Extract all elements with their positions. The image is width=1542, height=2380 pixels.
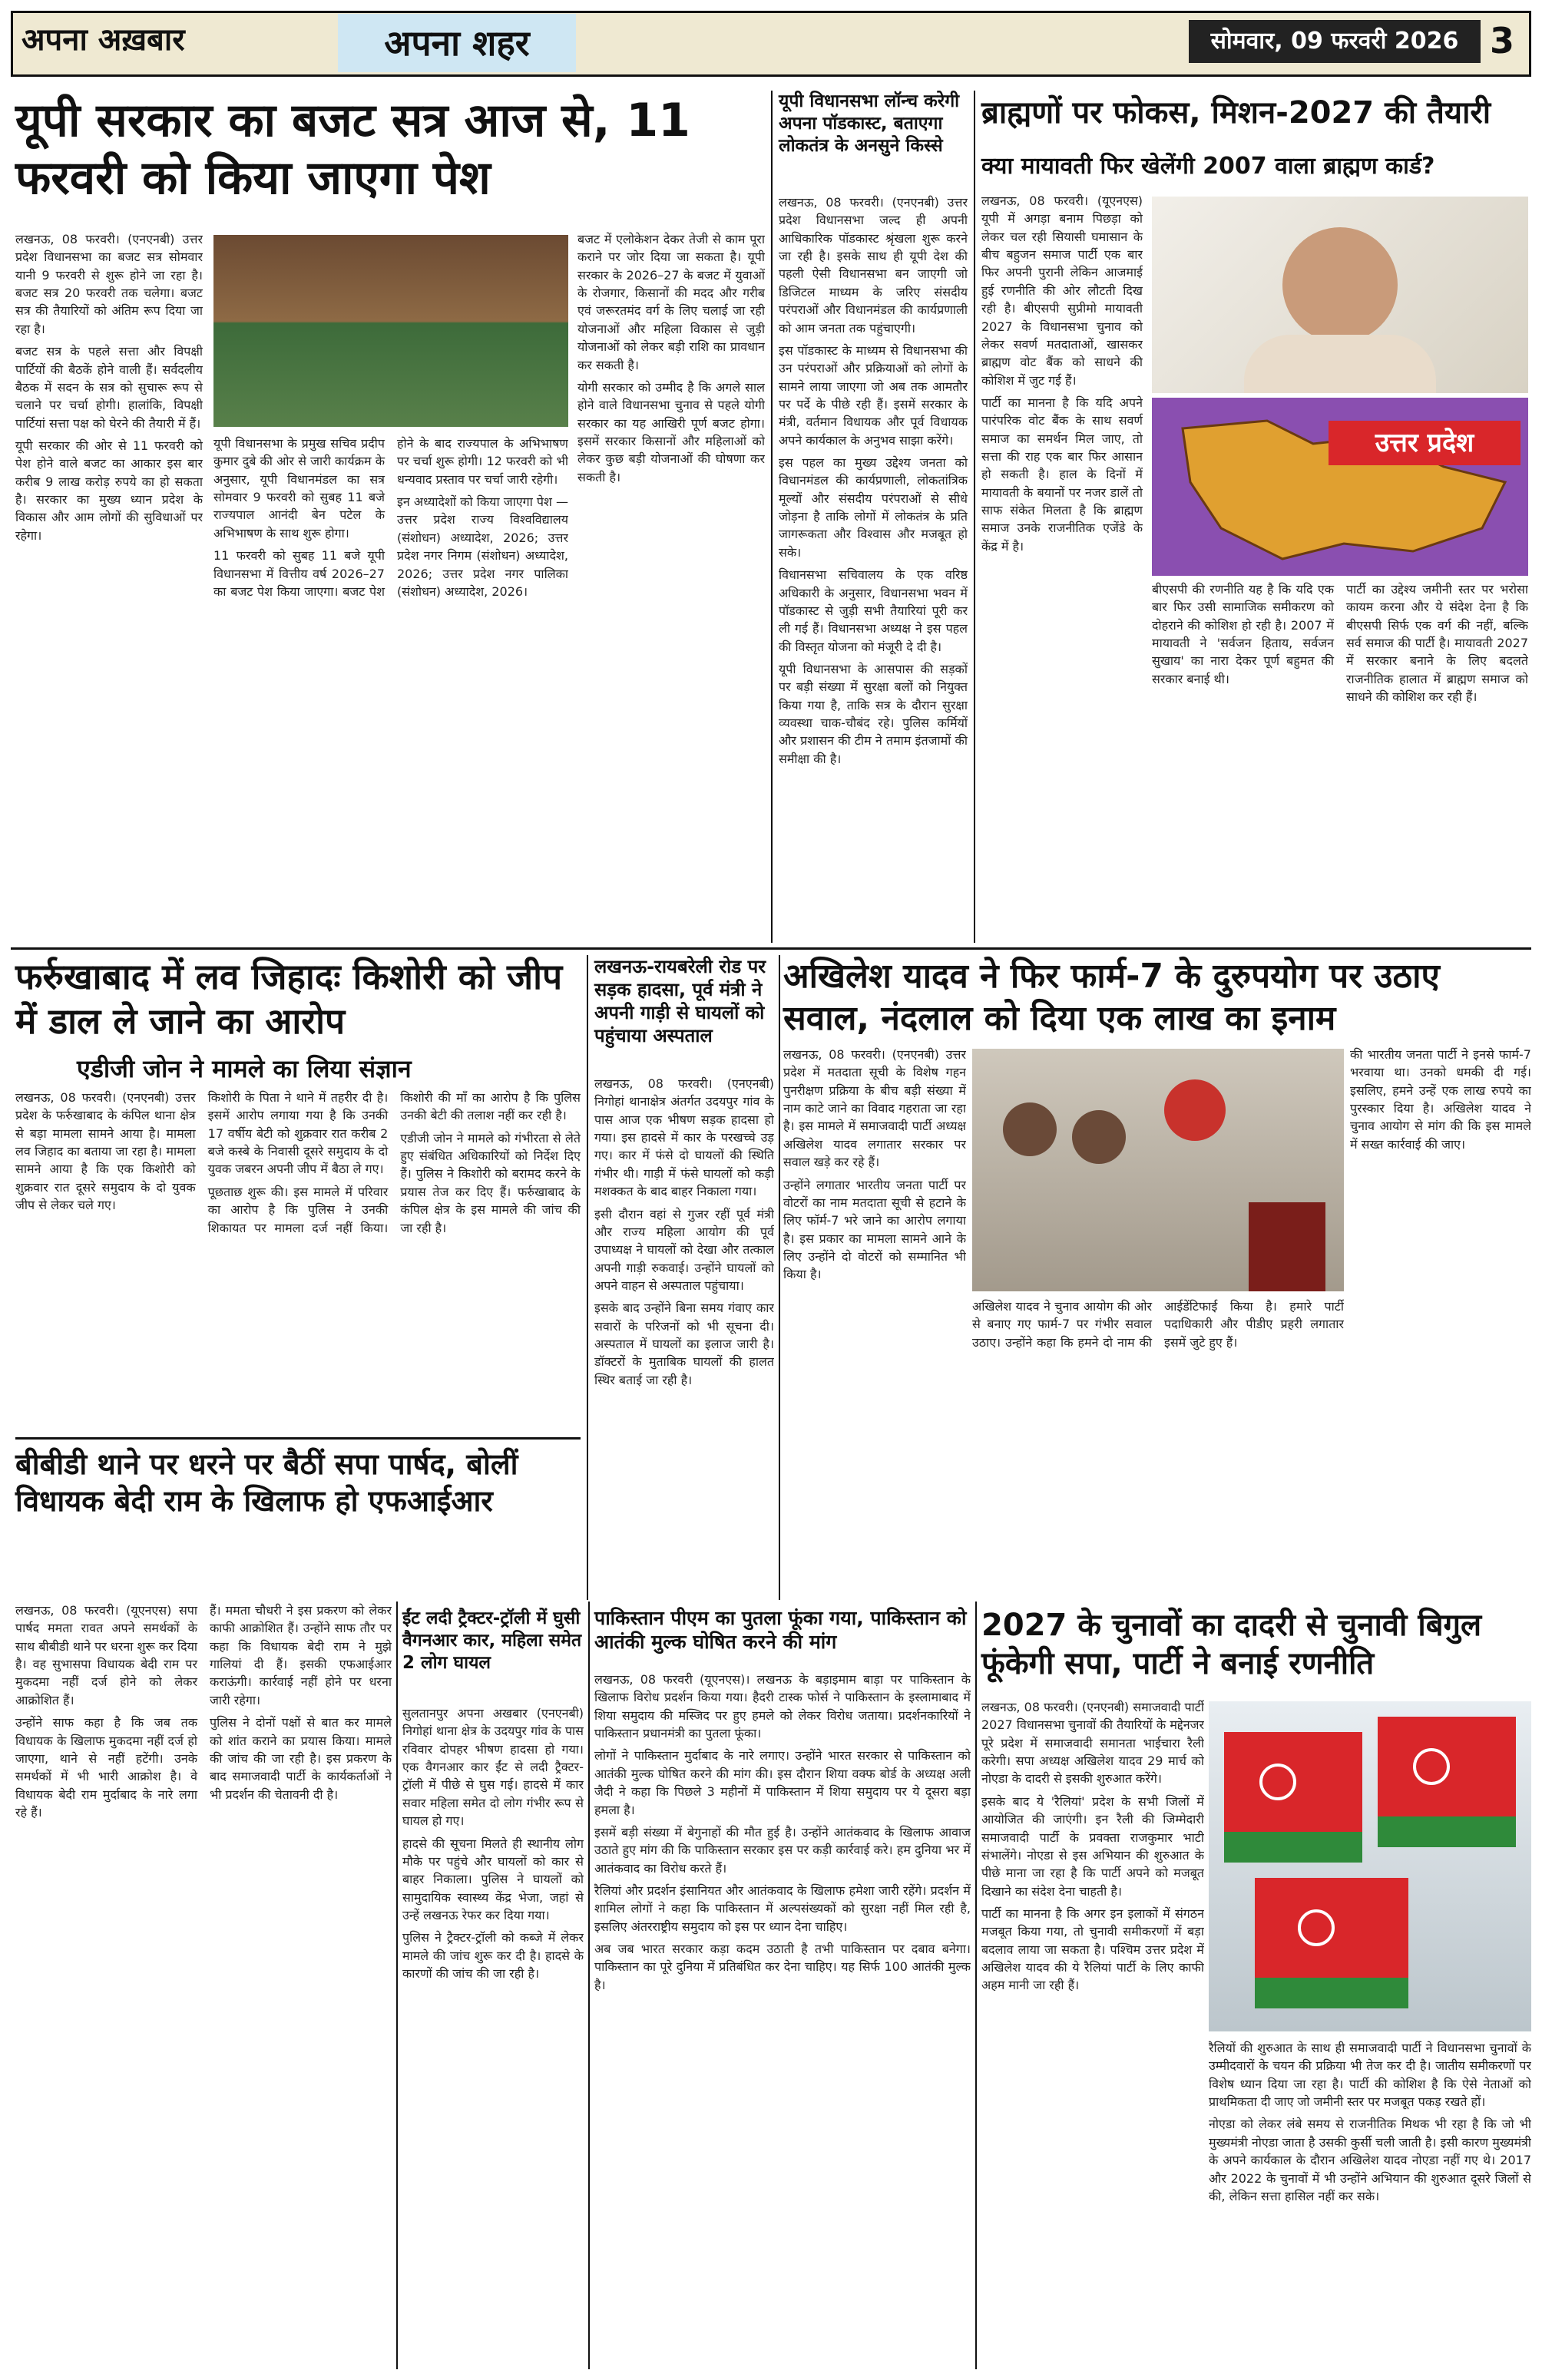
article-farrukhabad-body: लखनऊ, 08 फरवरी। (एनएनबी) उत्तर प्रदेश के फर्रुखाबाद के कंपिल थाना क्षेत्र से बड़ा मामला सामने आया है। मामला लव जिहाद का बताया जा रहा है। मामला सामने आया है कि एक किशोरी को शुक्रवार रात दूसरे समुदाय के दो युवक जीप से लेकर चले गए। किशोरी के पिता ने थाने में तहरीर दी है। इसमें आरोप लगाया गया है कि उनकी 17 वर्षीय बेटी को शुक्रवार रात करीब 2 बजे कस्बे के निवासी दूसरे समुदाय के दो युवक जबरन अपनी जीप में बैठा ले गए। पूछताछ शुरू की। इस मामले में परिवार का आरोप है कि पुलिस ने उनकी शिकायत पर मामला दर्ज नहीं किया। किशोरी की माँ का आरोप है कि पुलिस उनकी बेटी की तलाश नहीं कर रही है। एडीजी जोन ने मामले को गंभीरता से लेते हुए संबंधित अधिकारियों को निर्देश दिए हैं। पुलिस ने किशोरी को बरामद करने के प्रयास तेज कर दिए हैं। फर्रुखाबाद के कंपिल क्षेत्र के इस मामले की जांच की जा रही है।	[15, 1090, 581, 1235]
person-2	[1072, 1110, 1126, 1164]
akhilesh-cap	[1164, 1079, 1226, 1141]
article-pakistan-body: लखनऊ, 08 फरवरी (यूएनएस)। लखनऊ के बड़ाइमाम बाड़ा पर पाकिस्तान के खिलाफ विरोध प्रदर्शन किया गया। हैदरी टास्क फोर्स ने पाकिस्तान के इस्लामाबाद में शिया समुदाय की मस्जिद पर हुए हमले को लेकर विरोध जताया। प्रदर्शनकारियों ने पाकिस्तान प्रधानमंत्री का पुतला फूंका। लोगों ने पाकिस्तान मुर्दाबाद के नारे लगाए। उन्होंने भारत सरकार से पाकिस्तान को आतंकी मुल्क घोषित करने की मांग की। इस दौरान शिया वक्फ बोर्ड के अध्यक्ष अली जैदी ने कहा कि पिछले 3 महीनों में पाकिस्तान में शिया समुदाय पर ये दूसरा बड़ा हमला है। इसमें बड़ी संख्या में बेगुनाहों की मौत हुई है। उन्होंने आतंकवाद के खिलाफ आवाज उठाते हुए मांग की कि पाकिस्तान सरकार इस पर कड़ी कार्रवाई करे। हम दुनिया भर में आतंकवाद का विरोध करते हैं। रैलियां और प्रदर्शन इंसानियत और आतंकवाद के खिलाफ हमेशा जारी रहेंगे। प्रदर्शन में शामिल लोगों ने कहा कि पाकिस्तान में अल्पसंख्यकों को सुरक्षा नहीं मिल रही है, इसलिए अंतरराष्ट्रीय समुदाय को इस पर ध्यान देना चाहिए। अब जब भारत सरकार कड़ा कदम उठाती है तभी पाकिस्तान पर दबाव बनेगा। पाकिस्तान का पूरे दुनिया में प्रतिबंधित कर देना चाहिए। यह सिर्फ 100 आतंकी मुल्क है।	[594, 1672, 971, 1992]
up-map-graphic	[1152, 398, 1528, 576]
article-budget-col1: लखनऊ, 08 फरवरी। (एनएनबी) उत्तर प्रदेश विधानसभा का बजट सत्र सोमवार यानी 9 फरवरी से शुरू होने जा रहा है। बजट सत्र 20 फरवरी तक चलेगा। बजट सत्र की तैयारियों को अंतिम रूप दिया जा रहा है। बजट सत्र के पहले सत्ता और विपक्षी पार्टियों की बैठकें होने वाली हैं। सर्वदलीय बैठक में सदन के सत्र को सुचारू रूप से चलाने पर चर्चा होगी। हालांकि, विपक्षी पार्टियां सत्ता पक्ष को घेरने की तैयारी में हैं। यूपी सरकार की ओर से 11 फरवरी को पेश होने वाले बजट का आकार इस बार करीब 9 लाख करोड़ रुपये का हो सकता है। सरकार का मुख्य ध्यान प्रदेश के विकास और आम लोगों की सुविधाओं पर रहेगा।	[15, 232, 203, 543]
issue-date: सोमवार, 09 फरवरी 2026	[1189, 20, 1481, 63]
article-akhilesh-col2: अखिलेश यादव ने चुनाव आयोग की ओर से बनाए गए फार्म-7 पर गंभीर सवाल उठाए। उन्होंने कहा कि हमने दो नाम की आईडेंटिफाई किया है। हमारे पार्टी पदाधिकारी और पीडीए प्रहरी लगातार इसमें जुटे हुए हैं।	[972, 1299, 1344, 1350]
article-farrukhabad-subhead: एडीजी जोन ने मामले का लिया संज्ञान	[77, 1054, 412, 1083]
section-divider	[15, 1437, 581, 1440]
article-podcast-headline: यूपी विधानसभा लॉन्च करेगी अपना पॉडकास्ट, बताएगा लोकतंत्र के अनसुने किस्से	[779, 91, 960, 156]
article-tractor-body: सुलतानपुर अपना अखबार (एनएनबी) निगोहां थाना क्षेत्र के उदयपुर गांव के पास रविवार दोपहर भीषण हादसा हो गया। एक वैगनआर कार ईंट से लदी ट्रैक्टर-ट्रॉली में पीछे से घुस गई। हादसे में कार सवार महिला समेत दो लोग गंभीर रूप से घायल हो गए। हादसे की सूचना मिलते ही स्थानीय लोग मौके पर पहुंचे और घायलों को कार से बाहर निकाला। पुलिस ने घायलों को सामुदायिक स्वास्थ्य केंद्र भेजा, जहां से उन्हें लखनऊ रेफर कर दिया गया। पुलिस ने ट्रैक्टर-ट्रॉली को कब्जे में लेकर मामले की जांच शुरू कर दी है। हादसे के कारणों की जांच की जा रही है।	[402, 1706, 584, 1982]
article-podcast-body: लखनऊ, 08 फरवरी। (एनएनबी) उत्तर प्रदेश विधानसभा जल्द ही अपनी आधिकारिक पॉडकास्ट श्रृंखला शुरू करने जा रही है। इसके साथ ही यूपी देश की पहली ऐसी विधानसभा बन जाएगी जो डिजिटल माध्यम के जरिए संसदीय परंपराओं और विधानमंडल की कार्यप्रणाली को आम जनता तक पहुंचाएगी। इस पॉडकास्ट के माध्यम से विधानसभा की उन परंपराओं और प्रक्रियाओं को लोगों के सामने लाया जाएगा जो अब तक आमतौर पर पर्दे के पीछे रही हैं। इसमें सरकार के मंत्री, वर्तमान विधायक और पूर्व विधायक अपने कार्यकाल के अनुभव साझा करेंगे। इस पहल का मुख्य उद्देश्य जनता को विधानमंडल की कार्यप्रणाली, लोकतांत्रिक मूल्यों और संसदीय परंपराओं से सीधे जोड़ना है ताकि लोगों में लोकतंत्र के प्रति जागरूकता और विश्वास और मजबूत हो सके। विधानसभा सचिवालय के एक वरिष्ठ अधिकारी के अनुसार, विधानसभा भवन में पॉडकास्ट से जुड़ी सभी तैयारियां पूरी कर ली गई हैं। विधानसभा अध्यक्ष ने इस पहल की विस्तृत योजना को मंजूरी दे दी है। यूपी विधानसभा के आसपास की सड़कों पर बड़ी संख्या में सुरक्षा बलों को नियुक्त किया गया है, ताकि सत्र के दौरान सुरक्षा व्यवस्था चाक-चौबंद रहे। पुलिस कर्मियों और प्रशासन की टीम ने तमाम इंतजामों की समीक्षा की है।	[779, 195, 968, 766]
article-sp-headline: 2027 के चुनावों का दादरी से चुनावी बिगुल फूंकेगी सपा, पार्टी ने बनाई रणनीति	[981, 1608, 1482, 1681]
sp-flags-photo	[1209, 1701, 1531, 2031]
column-rule	[974, 91, 975, 943]
article-budget-col2: यूपी विधानसभा के प्रमुख सचिव प्रदीप कुमार दुबे की ओर से जारी कार्यक्रम के अनुसार, यूपी विधानमंडल का सत्र सोमवार 9 फरवरी को सुबह 11 बजे राज्यपाल आनंदी बेन पटेल के अभिभाषण के साथ शुरू होगा। 11 फरवरी को सुबह 11 बजे यूपी विधानसभा में वित्तीय वर्ष 2026–27 का बजट पेश किया जाएगा। बजट पेश होने के बाद राज्यपाल के अभिभाषण पर चर्चा शुरू होगी। 12 फरवरी को भी धन्यवाद प्रस्ताव पर चर्चा जारी रहेगी। इन अध्यादेशों को किया जाएगा पेश — उत्तर प्रदेश राज्य विश्वविद्यालय (संशोधन) अध्यादेश, 2026; उत्तर प्रदेश नगर निगम (संशोधन) अध्यादेश, 2026; उत्तर प्रदेश नगर पालिका (संशोधन) अध्यादेश, 2026।	[213, 436, 568, 599]
article-mayawati-headline: ब्राह्मणों पर फोकस, मिशन-2027 की तैयारी	[981, 95, 1491, 131]
article-mayawati-col2: बीएसपी की रणनीति यह है कि यदि एक बार फिर उसी सामाजिक समीकरण को दोहराने की कोशिश हो रही है। 2007 में मायावती ने 'सर्वजन हिताय, सर्वजन सुखाय' का नारा देकर पूर्ण बहुमत की सरकार बनाई थी। पार्टी का उद्देश्य जमीनी स्तर पर भरोसा कायम करना और ये संदेश देना है कि बीएसपी सिर्फ एक वर्ग की नहीं, बल्कि सर्व समाज की पार्टी है। मायावती 2027 में सरकार बनाने के लिए बदलते राजनीतिक हालात में ब्राह्मण समाज को साधने की कोशिश कर रही हैं।	[1152, 582, 1528, 705]
article-farrukhabad-headline: फर्रुखाबाद में लव जिहादः किशोरी को जीप में डाल ले जाने का आरोप	[15, 956, 563, 1042]
column-rule	[771, 91, 773, 943]
portrait-face	[1282, 227, 1398, 342]
assembly-hall-photo	[213, 235, 568, 427]
article-mayawati-col1: लखनऊ, 08 फरवरी। (यूएनएस) यूपी में अगड़ा बनाम पिछड़ा को लेकर चल रही सियासी घमासान के बीच बहुजन समाज पार्टी एक बार फिर अपनी पुरानी लेकिन आजमाई हुई रणनीति की ओर लौटती दिख रही है। बीएसपी सुप्रीमो मायावती 2027 के विधानसभा चुनाव को लेकर सवर्ण मतदाताओं, खासकर ब्राह्मण वोट बैंक को साधने की कोशिश में जुट गई हैं। पार्टी का मानना है कि यदि अपने पारंपरिक वोट बैंक के साथ सवर्ण समाज का समर्थन मिल जाए, तो सत्ता की राह एक बार फिर आसान हो सकती है। हाल के दिनों में मायावती के बयानों पर नजर डालें तो साफ संकेत मिलता है कि ब्राह्मण समाज उनके राजनीतिक एजेंडे के केंद्र में है।	[981, 193, 1143, 554]
page-number: 3	[1490, 20, 1515, 61]
akhilesh-press-photo	[972, 1049, 1344, 1291]
article-mayawati-col1b	[981, 580, 1143, 944]
article-bbd-headline: बीबीडी थाने पर धरने पर बैठीं सपा पार्षद, बोलीं विधायक बेदी राम के खिलाफ हो एफआईआर	[15, 1447, 518, 1518]
mayawati-photo	[1152, 197, 1528, 393]
article-bbd-body: लखनऊ, 08 फरवरी। (यूएनएस) सपा पार्षद ममता रावत अपने समर्थकों के साथ बीबीडी थाने पर धरना शुरू कर दिया है। वह सुभासपा विधायक बेदी राम पर मुकदमा नहीं दर्ज होने को लेकर आक्रोशित हैं। उन्होंने साफ कहा है कि जब तक विधायक के खिलाफ मुकदमा नहीं दर्ज हो जाएगा, थाने से नहीं हटेंगी। उनके समर्थकों में भी भारी आक्रोश है। वे विधायक बेदी राम मुर्दाबाद के नारे लगा रहे हैं। हैं। ममता चौधरी ने इस प्रकरण को लेकर काफी आक्रोशित हैं। उन्होंने साफ तौर पर कहा कि विधायक बेदी राम ने मुझे गालियां दी हैं। इसकी एफआईआर कराऊंगी। कार्रवाई नहीं होने पर धरना जारी रहेगा। पुलिस ने दोनों पक्षों से बात कर मामले को शांत कराने का प्रयास किया। मामले की जांच की जा रही है। इस प्रकरण के बाद समाजवादी पार्टी के कार्यकर्ताओं ने भी प्रदर्शन की चेतावनी दी है।	[15, 1603, 392, 1820]
portrait-body	[1244, 335, 1436, 393]
sp-flag-icon	[1209, 1701, 1531, 2031]
article-accident-headline: लखनऊ-रायबरेली रोड पर सड़क हादसा, पूर्व मंत्री ने अपनी गाड़ी से घायलों को पहुंचाया अस्पताल	[594, 956, 766, 1046]
map-label: उत्तर प्रदेश	[1329, 421, 1520, 465]
article-accident-body: लखनऊ, 08 फरवरी। (एनएनबी) निगोहां थानाक्षेत्र अंतर्गत उदयपुर गांव के पास आज एक भीषण सड़क हादसा हो गया। इस हादसे में कार के परखच्चे उड़ गए। कार में फंसे दो घायलों की स्थिति गंभीर थी। गाड़ी में फंसे घायलों को कड़ी मशक्कत के बाद बाहर निकाला गया। इसी दौरान वहां से गुजर रहीं पूर्व मंत्री और राज्य महिला आयोग की पूर्व उपाध्यक्ष ने घायलों को देखा और तत्काल अपनी गाड़ी रुकवाई। उन्होंने घायलों को अपने वाहन से अस्पताल पहुंचाया। इसके बाद उन्होंने बिना समय गंवाए कार सवारों के परिजनों को भी सूचना दी। अस्पताल में घायलों का इलाज जारी है। डॉक्टरों के मुताबिक घायलों की हालत स्थिर बताई जा रही है।	[594, 1076, 774, 1387]
article-mayawati-subhead: क्या मायावती फिर खेलेंगी 2007 वाला ब्राह्मण कार्ड?	[981, 153, 1435, 180]
masthead-title: अपना अख़बार	[22, 22, 185, 58]
article-budget-col3: बजट में एलोकेशन देकर तेजी से काम पूरा कराने पर जोर दिया जा सकता है। यूपी सरकार के 2026–27 के बजट में युवाओं के रोजगार, किसानों की मदद और गरीब एवं जरूरतमंद वर्ग के लिए चलाई जा रही योजनाओं और महिला विकास से जुड़ी योजनाओं को लेकर बड़ी राशि का प्रावधान कर सकती है। योगी सरकार को उम्मीद है कि अगले साल होने वाले विधानसभा चुनाव से पहले योगी सरकार का यह आखिरी पूर्ण बजट होगा। इसमें सरकार किसानों और महिलाओं को लेकर कुछ बड़ी योजनाओं की घोषणा कर सकती है।	[577, 232, 765, 484]
section-divider	[11, 947, 1531, 950]
article-sp-col2: रैलियों की शुरुआत के साथ ही समाजवादी पार्टी ने विधानसभा चुनावों के उम्मीदवारों के चयन की प्रक्रिया भी तेज कर दी है। जातीय समीकरणों पर विशेष ध्यान दिया जा रहा है। पार्टी की कोशिश है कि ऐसे नेताओं को प्राथमिकता दी जाए जो जमीनी स्तर पर मजबूत पकड़ रखते हों। नोएडा को लेकर लंबे समय से राजनीतिक मिथक भी रहा है कि जो भी मुख्यमंत्री नोएडा जाता है उसकी कुर्सी चली जाती है। इसी कारण मुख्यमंत्री के अपने कार्यकाल के दौरान अखिलेश यादव नोएडा नहीं गए थे। 2017 और 2022 के चुनावों में भी उन्होंने अभियान की शुरुआत दूसरे जिलों से की, लेकिन सत्ता हासिल नहीं कर सके।	[1209, 2041, 1531, 2203]
column-rule	[587, 955, 588, 1600]
article-sp-col1: लखनऊ, 08 फरवरी। (एनएनबी) समाजवादी पार्टी 2027 विधानसभा चुनावों की तैयारियों के मद्देनजर पूरे प्रदेश में समाजवादी समानता भाईचारा रैली करेगी। सपा अध्यक्ष अखिलेश यादव 29 मार्च को नोएडा के दादरी से इसकी शुरुआत करेंगे। इसके बाद ये 'रैलियां' प्रदेश के सभी जिलों में आयोजित की जाएंगी। इन रैली की जिम्मेदारी समाजवादी पार्टी के प्रवक्ता राजकुमार भाटी संभालेंगे। नोएडा से इस अभियान की शुरुआत के पीछे माना जा रहा है कि पार्टी अपने को मजबूत दिखाने का संदेश देना चाहती है। पार्टी का मानना है कि अगर इन इलाकों में संगठन मजबूत किया गया, तो चुनावी समीकरणों में बड़ा बदलाव लाया जा सकता है। पश्चिम उत्तर प्रदेश में अखिलेश यादव की ये रैलियां पार्टी के लिए काफी अहम मानी जा रही हैं।	[981, 1700, 1204, 1993]
podium	[1249, 1202, 1325, 1291]
article-akhilesh-headline: अखिलेश यादव ने फिर फार्म-7 के दुरुपयोग पर उठाए सवाल, नंदलाल को दिया एक लाख का इनाम	[783, 957, 1440, 1038]
person-1	[1003, 1102, 1057, 1156]
article-akhilesh-col3: की भारतीय जनता पार्टी ने इनसे फार्म-7 भरवाया था। उनको धमकी दी गई। इसलिए, हमने उन्हें एक लाख रुपये का पुरस्कार दिया है। अखिलेश यादव ने चुनाव आयोग से मांग की कि इस मामले में सख्त कार्रवाई की जाए।	[1350, 1047, 1531, 1152]
column-rule	[396, 1602, 398, 2369]
article-akhilesh-col1: लखनऊ, 08 फरवरी। (एनएनबी) उत्तर प्रदेश में मतदाता सूची के विशेष गहन पुनरीक्षण प्रक्रिया के बीच बड़ी संख्या में नाम काटे जाने का विवाद गहराता जा रहा है। इस मामले में समाजवादी पार्टी अध्यक्ष अखिलेश यादव लगातार सरकार पर सवाल खड़े कर रहे हैं। उन्होंने लगातार भारतीय जनता पार्टी पर वोटरों का नाम मतदाता सूची से हटाने के लिए फॉर्म-7 भरे जाने का आरोप लगाया है। इस प्रकार का मामला सामने आने के लिए उन्होंने दो वोटरों को सम्मानित भी किया है।	[783, 1047, 966, 1282]
section-title: अपना शहर	[338, 14, 576, 72]
column-rule	[588, 1602, 590, 2369]
column-rule	[779, 955, 780, 1600]
article-tractor-headline: ईंट लदी ट्रैक्टर-ट्रॉली में घुसी वैगनआर कार, महिला समेत 2 लोग घायल	[402, 1608, 582, 1673]
article-pakistan-headline: पाकिस्तान पीएम का पुतला फूंका गया, पाकिस्तान को आतंकी मुल्क घोषित करने की मांग	[594, 1607, 967, 1654]
column-rule	[975, 1602, 977, 2369]
article-budget-headline: यूपी सरकार का बजट सत्र आज से, 11 फरवरी को किया जाएगा पेश	[15, 94, 690, 205]
